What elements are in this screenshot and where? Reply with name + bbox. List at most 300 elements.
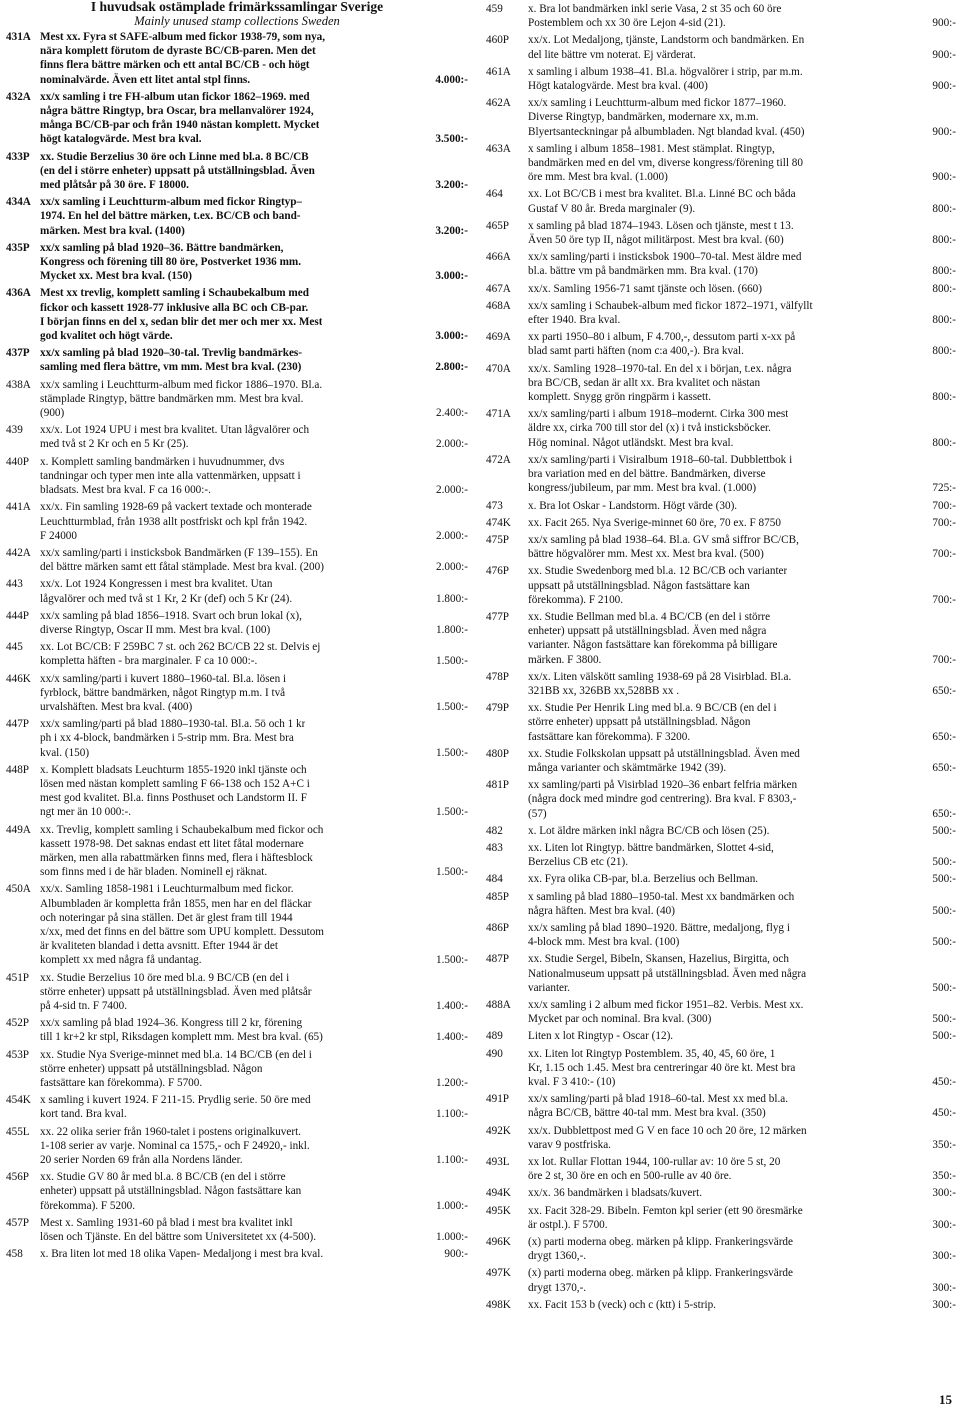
lot-entry	[6, 241, 468, 284]
lot-description-line: efter 1940. Bra kval.	[528, 314, 621, 327]
lot-description-line: Mycket xx. Mest bra kval. (150)	[40, 270, 192, 283]
lot-description-line: några bättre Ringtyp, bra Oscar, bra mellanvalörer 1924,	[40, 105, 314, 118]
lot-description-line: del bättre märken samt ett fåtal stämplade. Mest bra kval. (200)	[40, 561, 324, 574]
lot-price: 800:-	[932, 265, 956, 278]
lot-description-line: xx/x. 36 bandmärken i bladsats/kuvert.	[528, 1187, 702, 1200]
lot-description-line: xx/x samling på blad 1856–1918. Svart och brun lokal (x),	[40, 609, 302, 622]
lot-description	[528, 701, 956, 744]
lot-entry	[486, 998, 956, 1026]
lot-entry	[6, 640, 468, 668]
lot-entry	[486, 952, 956, 995]
lot-description-line: ph i xx 4-block, bandmärken i 5-strip mm. Bra. Mest bra	[40, 732, 294, 745]
lot-description-line: enheter) uppsatt på utställningsblad. Även med några	[528, 625, 767, 638]
lot-description-line: xx. Facit 265. Nya Sverige-minnet 60 öre, 70 ex. F 8750	[528, 516, 781, 529]
lot-description	[528, 872, 956, 886]
lot-price: 1.500:-	[435, 746, 468, 759]
lot-entry	[6, 1247, 468, 1261]
lot-description	[528, 96, 956, 139]
lot-description	[528, 1298, 956, 1312]
lot-description	[528, 219, 956, 247]
lot-description-line: några BC/CB, bättre 40-tal mm. Mest bra kval. (350)	[528, 1107, 766, 1120]
lot-number: 498K	[486, 1298, 511, 1311]
lot-entry	[486, 1124, 956, 1152]
lot-price: 2.000:-	[435, 529, 468, 542]
lot-entry	[6, 717, 468, 760]
lot-description-line: xx. Lot BC/CB i mest bra kvalitet. Bl.a. Linné BC och båda	[528, 188, 796, 201]
lot-description-line: del lite bättre vm noterat. Ej värderat.	[528, 48, 696, 61]
lot-description-line: kassett 1978-98. Det saknas endast ett litet fåtal modernare	[40, 837, 304, 850]
lot-price: 4.000:-	[435, 73, 468, 86]
lot-entry	[6, 1216, 468, 1244]
lot-number: 455L	[6, 1125, 30, 1138]
lot-price: 350:-	[932, 1138, 956, 1151]
lot-description-line: som finns med i de här bladen. Nominell ej räknat.	[40, 866, 268, 879]
lot-list-left	[6, 30, 468, 1261]
lot-price: 1.400:-	[435, 1000, 468, 1012]
lot-description-line: kongress/jubileum, par mm. Mest bra kval. (1.000)	[528, 482, 757, 495]
lot-description-line: märken, men alla rabattmärken finns med, flera i häftesblock	[40, 851, 313, 864]
lot-number: 470A	[486, 362, 511, 375]
lot-price: 900:-	[932, 17, 956, 30]
lot-number: 486P	[486, 921, 510, 934]
lot-description-line: xx samling/parti på Visirblad 1920–36 enbart felfria märken	[528, 779, 798, 792]
lot-description	[528, 362, 956, 405]
lot-number: 450A	[6, 883, 31, 896]
lot-description-line: förekomma). F 2100.	[528, 593, 624, 606]
lot-entry	[6, 763, 468, 820]
lot-number: 480P	[486, 747, 510, 760]
lot-number: 457P	[6, 1216, 30, 1229]
lot-description-line: större enheter) uppsatt på utställningsblad. Någon	[40, 1062, 263, 1075]
lot-description-line: tandningar och typer men inte alla vattenmärken, uppsatt i	[40, 469, 301, 482]
lot-price: 700:-	[932, 593, 956, 606]
lot-entry	[6, 500, 468, 543]
lot-number: 466A	[486, 251, 511, 264]
lot-number: 482	[486, 824, 503, 837]
lot-number: 477P	[486, 610, 510, 623]
lot-description-line: xx/x samling i 2 album med fickor 1951–82. Verbis. Mest xx.	[528, 999, 804, 1011]
lot-price: 650:-	[932, 761, 956, 774]
lot-description-line: xx. Studie Per Henrik Ling med bl.a. 9 BC/CB (en del i	[528, 702, 777, 715]
lot-entry	[486, 610, 956, 667]
lot-description-line: (x) parti moderna obeg. märken på klipp. Frankeringsvärde	[528, 1267, 793, 1280]
lot-description-line: 4-block mm. Mest bra kval. (100)	[528, 936, 680, 949]
lot-description-line: 1974. En hel del bättre märken, t.ex. BC/CB och band-	[40, 210, 301, 223]
lot-description-line: xx parti 1950–80 i album, F 4.700,-, dessutom parti x-xx på	[528, 331, 796, 344]
lot-description	[40, 672, 468, 715]
lot-entry	[6, 546, 468, 574]
lot-price: 650:-	[932, 684, 956, 697]
lot-price: 2.800:-	[435, 361, 468, 374]
lot-description	[40, 90, 468, 147]
lot-number: 443	[6, 578, 23, 591]
lot-number: 433P	[6, 150, 30, 163]
lot-description	[528, 952, 956, 995]
lot-description-line: med plåtsår på 30 öre. F 18000.	[40, 179, 189, 192]
lot-number: 484	[486, 873, 503, 886]
lot-description	[40, 1247, 468, 1261]
lot-description-line: märken. F 3800.	[528, 653, 602, 666]
lot-description-line: finns flera bättre märken och ett antal BC/CB - och högt	[40, 59, 310, 72]
lot-description-line: förekomma). F 5200.	[40, 1199, 136, 1212]
lot-description-line: xx/x. Liten välskött samling 1938-69 på 28 Visirblad. Bl.a.	[528, 670, 792, 683]
lot-description-line: Högt katalogvärde. Mest bra kval. (400)	[528, 80, 708, 93]
lot-number: 463A	[486, 142, 511, 155]
lot-number: 475P	[486, 533, 510, 546]
lot-entry	[486, 1186, 956, 1200]
lot-description-line: urvalshäften. Mest bra kval. (400)	[40, 700, 193, 713]
lot-entry	[486, 1235, 956, 1263]
lot-entry	[6, 378, 468, 421]
lot-price: 800:-	[932, 282, 956, 295]
lot-price: 700:-	[932, 499, 956, 512]
lot-description-line: med två st 2 Kr och en 5 Kr (25).	[40, 438, 189, 451]
lot-description	[40, 30, 468, 87]
lot-number: 479P	[486, 702, 510, 715]
lot-number: 439	[6, 424, 23, 437]
lot-description-line: Mest xx. Fyra st SAFE-album med fickor 1938-79, som nya,	[40, 31, 326, 43]
lot-description	[528, 330, 956, 358]
lot-price: 1.500:-	[435, 866, 468, 879]
lot-description-line: x samling i album 1858–1981. Mest stämplat. Ringtyp,	[528, 142, 775, 155]
lot-description	[40, 1093, 468, 1121]
lot-entry	[486, 778, 956, 821]
lot-price: 1.400:-	[435, 1031, 468, 1044]
lot-price: 900:-	[932, 171, 956, 184]
lot-description-line: Mest xx trevlig, komplett samling i Schaubekalbum med	[40, 287, 309, 300]
lot-price: 300:-	[932, 1187, 956, 1200]
lot-description-line: xx/x samling i Schaubek-album med fickor 1872–1971, välfyllt	[528, 299, 813, 312]
lot-description-line: x. Bra lot Oskar - Landstorm. Högt värde (30).	[528, 499, 738, 512]
lot-number: 441A	[6, 501, 31, 514]
lot-description-line: xx/x samling på blad 1890–1920. Bättre, medaljong, flyg i	[528, 921, 790, 934]
lot-description	[528, 187, 956, 215]
lot-description-line: varianter.	[528, 981, 570, 994]
lot-price: 500:-	[932, 873, 956, 886]
lot-description-line: Kongress och förening till 80 öre, Postverket 1936 mm.	[40, 256, 302, 269]
lot-entry	[486, 1266, 956, 1294]
lot-description	[528, 533, 956, 561]
lot-description	[528, 670, 956, 698]
lot-description-line: öre 2 st, 30 öre en och en 500-rulle av 40 öre.	[528, 1170, 732, 1183]
lot-description	[40, 423, 468, 451]
lot-description-line: x/xx, med det finns en del bättre som UPU komplett. Dessutom	[40, 925, 325, 938]
lot-number: 452P	[6, 1017, 30, 1030]
lot-number: 437P	[6, 347, 30, 360]
lot-description	[40, 1216, 468, 1244]
lot-description	[528, 282, 956, 296]
lot-description	[528, 65, 956, 93]
lot-number: 435P	[6, 241, 30, 254]
lot-description-line: xx/x samling/parti på blad 1880–1930-tal. Bl.a. 5ö och 1 kr	[40, 718, 306, 731]
lot-description-line: fastsättare kan förekomma). F 3200.	[528, 730, 691, 743]
lot-description-line: uppsatt på utställningsblad. Någon fastsättare kan	[528, 579, 750, 592]
lot-description-line: (57)	[528, 807, 547, 820]
lot-description-line: och noteringar på sina ställen. Det är glest fram till 1944	[40, 911, 293, 924]
lot-entry	[6, 1048, 468, 1091]
lot-description-line: I början finns en del x, sedan blir det mer och mer xx. Mest	[40, 315, 323, 328]
lot-entry	[6, 823, 468, 880]
lot-number: 444P	[6, 609, 30, 622]
lot-description	[528, 824, 956, 838]
lot-description	[40, 577, 468, 605]
lot-description-line: större enheter) uppsatt på utställningsblad. Även med plåtsår	[40, 985, 312, 998]
lot-description-line: xx. Fyra olika CB-par, bl.a. Berzelius och Bellman.	[528, 873, 759, 886]
lot-price: 500:-	[932, 936, 956, 949]
lot-description	[40, 882, 468, 967]
lot-description-line: 321BB xx, 326BB xx,528BB xx .	[528, 684, 680, 697]
lot-description-line: bladsats. Mest bra kval. F ca 16 000:-.	[40, 484, 211, 497]
lot-description-line: xx/x samling på blad 1924–36. Kongress till 2 kr, förening	[40, 1017, 303, 1030]
lot-description-line: nära komplett förutom de dyraste BC/CB-paren. Men det	[40, 45, 316, 58]
lot-description	[40, 241, 468, 284]
lot-description-line: lösen med nästan komplett samling F 66-138 och 152 A+C i	[40, 777, 310, 790]
lot-price: 725:-	[932, 482, 956, 495]
lot-price: 900:-	[932, 80, 956, 93]
lot-description-line: xx/x samling/parti i insticksbok Bandmärken (F 139–155). En	[40, 546, 318, 559]
lot-description	[528, 890, 956, 918]
lot-price: 3.500:-	[435, 133, 468, 146]
lot-price: 900:-	[444, 1248, 468, 1261]
lot-price: 500:-	[932, 856, 956, 869]
lot-number: 458	[6, 1248, 23, 1261]
lot-description-line: bra BC/CB, sedan är allt xx. Bra kvalitet och nästan	[528, 376, 761, 389]
lot-entry	[486, 1298, 956, 1312]
lot-price: 2.000:-	[435, 484, 468, 497]
lot-description-line: Hög nominal. Något utländskt. Mest bra kval.	[528, 436, 734, 449]
lot-description-line: xx. Studie Swedenborg med bl.a. 12 BC/CB och varianter	[528, 565, 788, 578]
lot-description-line: Gustaf V 80 år. Breda marginaler (9).	[528, 202, 696, 215]
lot-description	[40, 500, 468, 543]
lot-description-line: xx/x. Samling 1858-1981 i Leuchturmalbum med fickor.	[40, 883, 294, 896]
lot-price: 3.200:-	[435, 224, 468, 237]
lot-price: 1.100:-	[435, 1108, 468, 1121]
lot-description-line: xx/x. Lot 1924 Kongressen i mest bra kvalitet. Utan	[40, 578, 273, 591]
lot-entry	[486, 670, 956, 698]
lot-description-line: xx. Studie Nya Sverige-minnet med bl.a. 14 BC/CB (en del i	[40, 1048, 312, 1061]
lot-description-line: x. Bra lot bandmärken inkl serie Vasa, 2 st 35 och 60 öre	[528, 3, 782, 15]
lot-description	[528, 1266, 956, 1294]
lot-description	[40, 1170, 468, 1213]
lot-number: 464	[486, 188, 503, 201]
lot-entry	[486, 96, 956, 139]
lot-description-line: Mycket par och nominal. Bra kval. (300)	[528, 1013, 712, 1026]
page-number: 15	[939, 1392, 952, 1407]
section-header	[6, 0, 468, 28]
lot-description	[40, 763, 468, 820]
lot-description-line: stämplade Ringtyp, bättre bandmärken mm. Mest bra kval.	[40, 392, 304, 405]
lot-price: 1.800:-	[435, 592, 468, 605]
lot-list-right	[486, 2, 956, 1312]
lot-price: 3.200:-	[435, 179, 468, 192]
lot-entry	[486, 407, 956, 450]
lot-description-line: (900)	[40, 407, 65, 420]
lot-description-line: Albumbladen är kompletta från 1855, men har en del fläckar	[40, 897, 312, 910]
lot-entry	[486, 533, 956, 561]
lot-number: 488A	[486, 999, 511, 1011]
lot-number: 496K	[486, 1236, 511, 1249]
lot-description	[40, 546, 468, 574]
lot-description	[40, 971, 468, 1014]
lot-description-line: Även 50 öre typ II, något militärpost. Mest bra kval. (60)	[528, 234, 784, 247]
lot-entry	[486, 362, 956, 405]
lot-description	[528, 564, 956, 607]
lot-description	[528, 142, 956, 185]
lot-description-line: 1-108 serier av varje. Nominal ca 1575,- och F 24920,- inkl.	[40, 1139, 310, 1152]
lot-description	[528, 921, 956, 949]
lot-number: 461A	[486, 65, 511, 78]
lot-entry	[486, 299, 956, 327]
lot-number: 490	[486, 1047, 503, 1060]
lot-price: 900:-	[932, 125, 956, 138]
lot-description-line: x samling på blad 1874–1943. Lösen och tjänste, mest t 13.	[528, 219, 794, 232]
lot-description-line: Leuchtturmblad, från 1938 allt postfriskt och kpl från 1942.	[40, 515, 308, 528]
lot-number: 497K	[486, 1267, 511, 1280]
lot-number: 459	[486, 3, 503, 15]
lot-description	[40, 346, 468, 374]
lot-description-line: xx/x samling/parti i kuvert 1880–1960-tal. Bl.a. lösen i	[40, 672, 287, 685]
lot-description-line: xx/x samling/parti i insticksbok 1900–70-tal. Mest äldre med	[528, 251, 802, 264]
lot-price: 1.200:-	[435, 1077, 468, 1090]
lot-price: 300:-	[932, 1298, 956, 1311]
lot-description-line: varianter. Någon fastsättare kan förekomma på billigare	[528, 639, 778, 652]
lot-description	[528, 841, 956, 869]
lot-price: 650:-	[932, 730, 956, 743]
lot-description-line: xx. Studie Sergel, Bibeln, Skansen, Hazelius, Birgitta, och	[528, 953, 789, 966]
left-column	[6, 0, 468, 1264]
lot-description-line: komplett xx med några få undantag.	[40, 954, 202, 967]
lot-description	[528, 1124, 956, 1152]
lot-description	[40, 823, 468, 880]
lot-description-line: (några dock med mindre god centrering). Bra kval. F 8303,-	[528, 793, 797, 806]
lot-entry	[6, 971, 468, 1014]
lot-price: 700:-	[932, 653, 956, 666]
lot-description-line: xx/x. Samling 1928–1970-tal. En del x i början, t.ex. några	[528, 362, 792, 375]
lot-description-line: xx/x samling i Leuchtturm-album med fickor Ringtyp–	[40, 196, 303, 209]
lot-number: 481P	[486, 779, 510, 792]
lot-description-line: xx/x samling/parti på blad 1918–60-tal. Mest xx med bl.a.	[528, 1093, 789, 1106]
lot-number: 485P	[486, 890, 510, 903]
lot-price: 700:-	[932, 548, 956, 561]
lot-description	[528, 499, 956, 513]
lot-description	[528, 250, 956, 278]
lot-description-line: kval. F 3 410:- (10)	[528, 1076, 616, 1089]
lot-description-line: är kvaliteten blandad i detta avsnitt. Efter 1944 är det	[40, 940, 278, 953]
lot-entry	[486, 516, 956, 530]
lot-description-line: komplett. Snygg grön ringpärm i kassett.	[528, 391, 712, 404]
lot-description	[528, 1204, 956, 1232]
lot-number: 432A	[6, 90, 31, 103]
lot-number: 436A	[6, 287, 31, 300]
lot-description-line: Postemblem och xx 30 öre Lejon 4-sid (21).	[528, 17, 726, 30]
lot-description-line: Nationalmuseum uppsatt på utställningsblad. Även med några	[528, 967, 807, 980]
lot-description	[528, 998, 956, 1026]
lot-description-line: drygt 1370,-.	[528, 1281, 587, 1294]
lot-entry	[6, 346, 468, 374]
lot-description	[40, 378, 468, 421]
lot-description-line: xx/x samling/parti i album 1918–modernt. Cirka 300 mest	[528, 408, 789, 421]
lot-number: 468A	[486, 299, 511, 312]
lot-number: 434A	[6, 196, 31, 209]
lot-entry	[486, 824, 956, 838]
lot-description-line: xx. Studie Bellman med bl.a. 4 BC/CB (en del i större	[528, 610, 771, 623]
lot-number: 469A	[486, 331, 511, 344]
lot-entry	[486, 1155, 956, 1183]
lot-number: 454K	[6, 1094, 31, 1107]
lot-number: 478P	[486, 670, 510, 683]
lot-description-line: äldre xx, cirka 700 till stor del (x) i två insticksböcker.	[528, 422, 771, 435]
lot-description-line: xx. Studie Folkskolan uppsatt på utställningsblad. Även med	[528, 747, 800, 760]
lot-entry	[486, 33, 956, 61]
lot-description	[528, 1155, 956, 1183]
lot-entry	[486, 65, 956, 93]
lot-description	[40, 640, 468, 668]
lot-description-line: xx. Facit 328-29. Bibeln. Femton kpl serier (ett 90 öresmärke	[528, 1204, 803, 1217]
lot-entry	[486, 282, 956, 296]
lot-number: 456P	[6, 1171, 30, 1184]
lot-description	[40, 286, 468, 343]
lot-description-line: Blyertsanteckningar på albumbladen. Ngt blandad kval. (450)	[528, 125, 805, 138]
lot-number: 462A	[486, 97, 511, 110]
lot-description	[528, 1235, 956, 1263]
lot-price: 500:-	[932, 1013, 956, 1026]
lot-description-line: Kr, 1.15 och 1.45. Mest bra centreringar 40 öre kt. Mest bra	[528, 1061, 796, 1074]
lot-number: 460P	[486, 34, 510, 47]
lot-number: 446K	[6, 672, 31, 685]
lot-description	[528, 453, 956, 496]
lot-description	[40, 195, 468, 238]
lot-number: 445	[6, 641, 23, 654]
lot-description-line: xx/x samling i tre FH-album utan fickor 1862–1969. med	[40, 90, 310, 103]
lot-entry	[6, 195, 468, 238]
lot-price: 900:-	[932, 48, 956, 61]
lot-entry	[486, 1029, 956, 1043]
lot-number: 489	[486, 1030, 503, 1043]
lot-price: 1.500:-	[435, 655, 468, 668]
lot-description-line: många BC/CB-par och från 1940 nästan komplett. Mycket	[40, 119, 320, 132]
lot-price: 2.000:-	[435, 438, 468, 451]
lot-description-line: xx. Liten lot Ringtyp. bättre bandmärken, Slottet 4-sid,	[528, 841, 774, 854]
lot-description-line: xx lot. Rullar Flottan 1944, 100-rullar av: 10 öre 5 st, 20	[528, 1156, 781, 1169]
lot-price: 1.500:-	[435, 700, 468, 713]
lot-entry	[6, 609, 468, 637]
lot-entry	[486, 330, 956, 358]
lot-entry	[486, 921, 956, 949]
lot-description-line: x. Bra liten lot med 18 olika Vapen- Medaljong i mest bra kval.	[40, 1248, 324, 1261]
lot-description-line: (x) parti moderna obeg. märken på klipp. Frankeringsvärde	[528, 1236, 793, 1249]
lot-entry	[486, 453, 956, 496]
section-subtitle: Mainly unused stamp collections Sweden	[134, 14, 340, 28]
lot-description-line: till 1 kr+2 kr stpl, Riksdagen komplett mm. Mest bra kval. (65)	[40, 1031, 323, 1044]
lot-entry	[6, 150, 468, 193]
lot-price: 2.400:-	[435, 407, 468, 420]
lot-description-line: xx. Trevlig, komplett samling i Schaubekalbum med fickor och	[40, 823, 324, 836]
lot-description-line: kort tand. Bra kval.	[40, 1108, 127, 1121]
lot-description-line: Liten x lot Ringtyp - Oscar (12).	[528, 1030, 674, 1043]
lot-entry	[6, 1125, 468, 1168]
lot-description-line: xx. Studie Berzelius 30 öre och Linne med bl.a. 8 BC/CB	[40, 150, 309, 163]
lot-price: 300:-	[932, 1281, 956, 1294]
lot-description-line: blad samt parti häften (nom c:a 400,-). Bra kval.	[528, 345, 744, 358]
lot-description-line: fickor och kassett 1928-77 inklusive alla BC och CB-par.	[40, 301, 309, 314]
lot-number: 453P	[6, 1048, 30, 1061]
lot-price: 3.000:-	[435, 330, 468, 343]
lot-description-line: x. Komplett bladsats Leuchturm 1855-1920 inkl tjänste och	[40, 763, 307, 776]
lot-description-line: 20 serier Norden 69 från alla Nordens länder.	[40, 1154, 243, 1167]
lot-description-line: nominalvärde. Även ett litet antal stpl finns.	[40, 73, 251, 86]
lot-description-line: xx. Liten lot Ringtyp Postemblem. 35, 40, 45, 60 öre, 1	[528, 1047, 776, 1060]
lot-description-line: bandmärken med en del vm, diverse kongress/förening till 80	[528, 157, 803, 170]
